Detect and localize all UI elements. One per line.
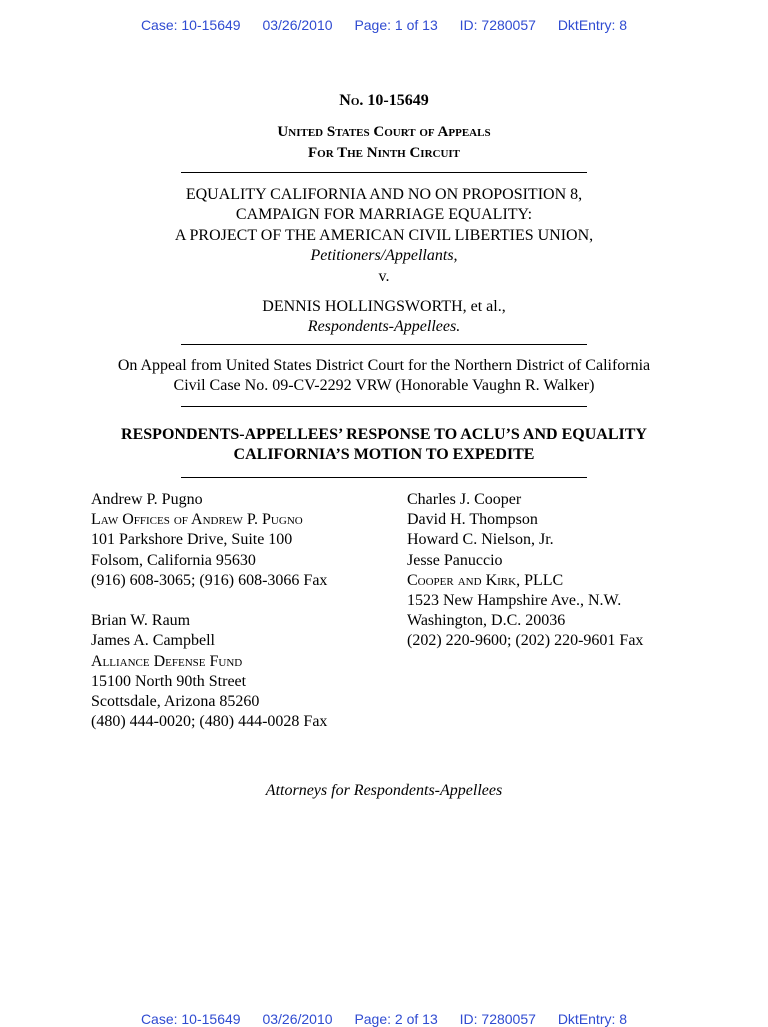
header-case: Case: 10-15649	[140, 17, 241, 33]
address-line: Scottsdale, Arizona 85260	[91, 692, 260, 710]
court-name: United States Court of Appeals	[277, 124, 491, 140]
attorney-name: Charles J. Cooper	[407, 491, 522, 508]
petitioner-line-2: CAMPAIGN FOR MARRIAGE EQUALITY:	[235, 206, 533, 223]
divider-1	[181, 172, 587, 173]
document-title-2: CALIFORNIA’S MOTION TO EXPEDITE	[233, 446, 535, 463]
appeal-line-1: On Appeal from United States District Court for the Northern District of California	[117, 357, 651, 374]
respondents-role: Respondents-Appellees.	[307, 318, 461, 335]
address-line: Washington, D.C. 20036	[407, 612, 566, 630]
phone-line: (916) 608-3065; (916) 608-3066 Fax	[91, 571, 328, 589]
appeal-line-2: Civil Case No. 09-CV-2292 VRW (Honorable Vaughn R. Walker)	[173, 377, 595, 394]
case-number: No. 10-15649	[339, 92, 429, 109]
attorneys-for: Attorneys for Respondents-Appellees	[265, 782, 503, 799]
next-page-header	[0, 1011, 768, 1027]
phone-line: (480) 444-0020; (480) 444-0028 Fax	[91, 713, 328, 731]
attorney-name: Howard C. Nielson, Jr.	[407, 531, 554, 549]
address-line: Folsom, California 95630	[91, 551, 256, 569]
header-date: 03/26/2010	[262, 17, 333, 33]
phone-line: (202) 220-9600; (202) 220-9601 Fax	[407, 632, 644, 650]
address-line: 15100 North 90th Street	[91, 672, 247, 690]
footer-id: ID: 7280057	[459, 1011, 536, 1027]
counsel-left-column	[91, 490, 327, 732]
firm-name: Cooper and Kirk, PLLC	[407, 571, 564, 589]
counsel-right-column	[407, 490, 643, 652]
footer-case: Case: 10-15649	[140, 1011, 241, 1027]
firm-name: Law Offices of Andrew P. Pugno	[91, 511, 303, 529]
court-circuit: For The Ninth Circuit	[307, 145, 461, 161]
address-line: 1523 New Hampshire Ave., N.W.	[407, 591, 622, 609]
petitioners-role: Petitioners/Appellants,	[310, 247, 458, 264]
header-id: ID: 7280057	[459, 17, 536, 33]
document-title-1: RESPONDENTS-APPELLEES’ RESPONSE TO ACLU’S AND EQUALITY	[121, 426, 647, 443]
attorney-name: Andrew P. Pugno	[91, 491, 203, 508]
firm-name: Alliance Defense Fund	[91, 652, 243, 670]
attorney-name: James A. Campbell	[91, 632, 215, 650]
respondents: DENNIS HOLLINGSWORTH, et al.,	[262, 298, 506, 315]
versus: v.	[378, 268, 390, 285]
spacer	[91, 591, 327, 611]
petitioner-line-1: EQUALITY CALIFORNIA AND NO ON PROPOSITION 8,	[185, 186, 583, 203]
footer-page: Page: 2 of 13	[354, 1011, 438, 1027]
address-line: 101 Parkshore Drive, Suite 100	[91, 531, 293, 549]
divider-3	[181, 406, 587, 407]
footer-dkt: DktEntry: 8	[557, 1011, 628, 1027]
attorney-name: Brian W. Raum	[91, 612, 191, 630]
attorney-name: David H. Thompson	[407, 511, 538, 529]
divider-4	[181, 477, 587, 478]
footer-date: 03/26/2010	[262, 1011, 333, 1027]
attorney-name: Jesse Panuccio	[407, 551, 503, 569]
header-page: Page: 1 of 13	[354, 17, 438, 33]
petitioner-line-3: A PROJECT OF THE AMERICAN CIVIL LIBERTIES UNION,	[174, 227, 594, 244]
filing-header	[0, 17, 768, 33]
header-dkt: DktEntry: 8	[557, 17, 628, 33]
divider-2	[181, 344, 587, 345]
